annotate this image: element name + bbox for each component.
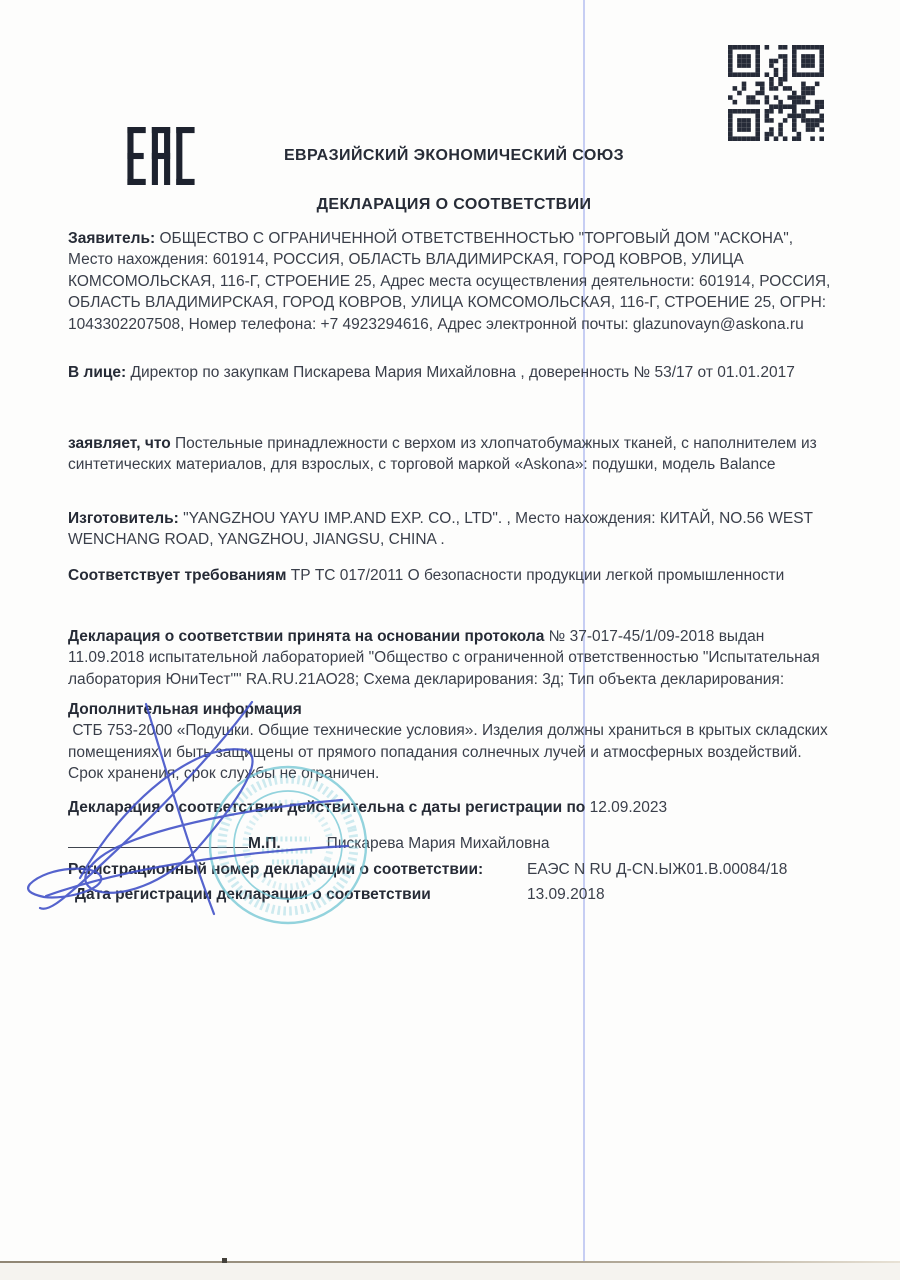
validity-paragraph — [68, 797, 840, 818]
declares-text: Постельные принадлежности с верхом из хлопчатобумажных тканей, с наполнителем из синтетических материалов, для взрослых, с торговой маркой «Askona»: подушки, модель Balance — [68, 435, 822, 474]
validity-date: 12.09.2023 — [585, 799, 668, 816]
representative-label: В лице: — [68, 364, 127, 381]
applicant-paragraph — [68, 228, 840, 335]
declares-paragraph — [68, 433, 840, 476]
signatory-name: Пискарева Мария Михайловна — [326, 835, 550, 852]
registration-date-value: 13.09.2018 — [527, 886, 605, 903]
additional-info-text: СТБ 753-2000 «Подушки. Общие технические условия». Изделия должны храниться в крытых складских помещениях и быть защищены от прямого попадания солнечных лучей и атмосферных воздействий. Срок хранения, срок службы не ограничен. — [68, 722, 833, 783]
additional-info-paragraph — [68, 699, 840, 785]
signature-row — [68, 832, 840, 853]
manufacturer-text: "YANGZHOU YAYU IMP.AND EXP. CO., LTD". , Место нахождения: КИТАЙ, NO.56 WEST WENCHANG ROAD, YANGZHOU, JIANGSU, CHINA . — [68, 510, 818, 549]
qr-code-icon — [728, 45, 824, 141]
basis-text: № 37-017-45/1/09-2018 выдан 11.09.2018 испытательной лабораторией "Общество с ограниченной ответственностью "Испытательная лаборатория ЮниТест"" RA.RU.21АО28; Схема декларирования: 3д; Тип объекта декларирования: — [68, 628, 825, 688]
validity-label: Декларация о соответствии действительна с даты регистрации по — [68, 799, 586, 816]
compliance-text: ТР ТС 017/2011 О безопасности продукции легкой промышленности — [286, 567, 785, 584]
basis-paragraph — [68, 626, 840, 690]
applicant-text: ОБЩЕСТВО С ОГРАНИЧЕННОЙ ОТВЕТСТВЕННОСТЬЮ "ТОРГОВЫЙ ДОМ "АСКОНА", Место нахождения: 601914, РОССИЯ, ОБЛАСТЬ ВЛАДИМИРСКАЯ, ГОРОД КОВРОВ, УЛИЦА КОМСОМОЛЬСКАЯ, 116-Г, СТРОЕНИЕ 25, Адрес места осуществления деятельности: 601914, РОССИЯ, ОБЛАСТЬ ВЛАДИМИРСКАЯ, ГОРОД КОВРОВ, УЛИЦА КОМСОМОЛЬСКАЯ, 116-Г, СТРОЕНИЕ 25, ОГРН: 1043302207508, Номер телефона: +7 4923294616, Адрес электронной почты: glazunovayn@askona.ru — [68, 230, 835, 333]
additional-info-label: Дополнительная информация — [68, 701, 302, 718]
signature-line — [68, 832, 248, 848]
registration-number-value: ЕАЭС N RU Д-CN.ЫЖ01.В.00084/18 — [527, 861, 788, 878]
stamp-place-label: М.П. — [248, 835, 281, 852]
representative-paragraph — [68, 362, 840, 383]
scan-speck — [222, 1258, 227, 1263]
basis-label: Декларация о соответствии принята на основании протокола — [68, 628, 545, 645]
registration-date-row — [68, 886, 875, 904]
declares-label: заявляет, что — [68, 435, 171, 452]
applicant-label: Заявитель: — [68, 230, 156, 247]
page-bottom-margin — [0, 1263, 900, 1280]
document-title: ДЕКЛАРАЦИЯ О СООТВЕТСТВИИ — [316, 196, 592, 213]
compliance-paragraph — [68, 565, 840, 586]
manufacturer-label: Изготовитель: — [68, 510, 179, 527]
union-title: ЕВРАЗИЙСКИЙ ЭКОНОМИЧЕСКИЙ СОЮЗ — [283, 147, 625, 164]
registration-date-label: Дата регистрации декларации о соответствии — [75, 886, 431, 903]
representative-text: Директор по закупкам Пискарева Мария Михайловна , доверенность № 53/17 от 01.01.2017 — [126, 364, 795, 381]
registration-number-label: Регистрационный номер декларации о соответствии: — [68, 861, 484, 878]
registration-number-row — [68, 861, 868, 879]
manufacturer-paragraph — [68, 508, 840, 551]
compliance-label: Соответствует требованиям — [68, 567, 287, 584]
